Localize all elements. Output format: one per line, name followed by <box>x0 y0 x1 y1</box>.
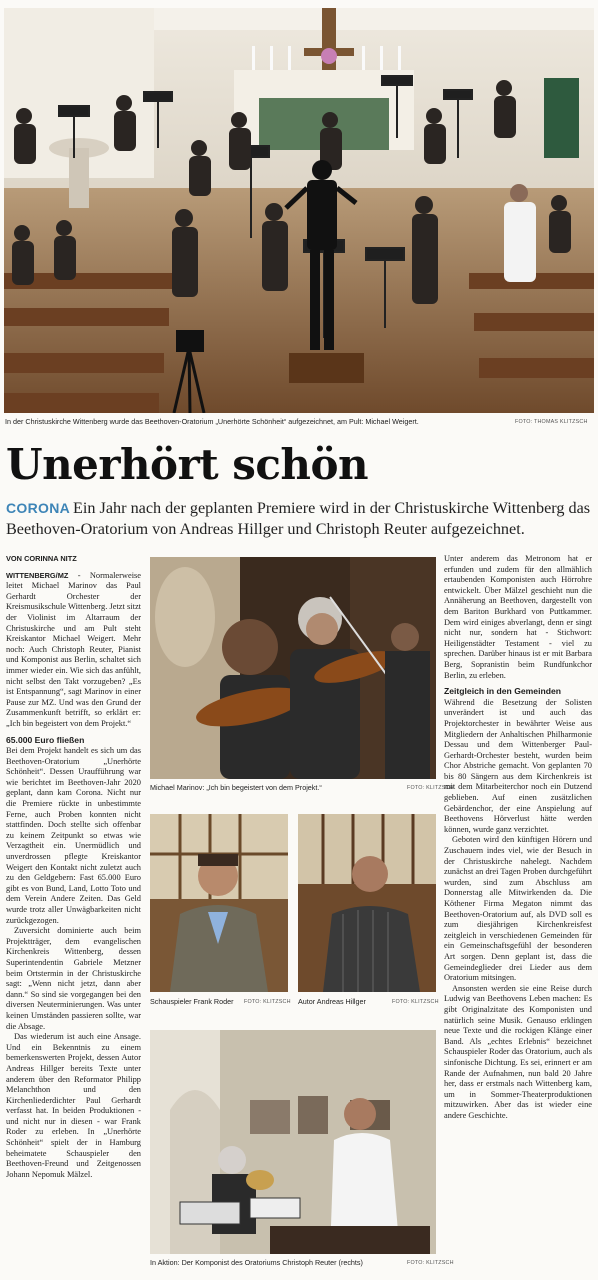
top-photo-caption: In der Christuskirche Wittenberg wurde das Beethoven-Oratorium „Unerhörte Schönheit“ aufgezeichnet, am Pult: Michael Weigert. <box>5 417 419 426</box>
roder-credit: FOTO: KLITZSCH <box>244 999 291 1005</box>
deck <box>6 498 592 540</box>
subhead-2: Zeitgleich in den Gemeinden <box>444 686 561 697</box>
col1b-p2: Zuversicht dominierte auch beim Projektträger, dem evangelischen Kirchenkreis Wittenberg, dessen Superintendentin Gabriele Metzner beim Ortstermin in der Christuskirche sagt: „Wenn nicht jetzt, dann aber dann.“ So sind sie vorgegangen bei den diversen Neuterminierungen. Was unter keinen Umständen passieren sollte, war die Absage. <box>6 926 141 1031</box>
roder-photo <box>150 814 288 992</box>
col3b-p2: Geboten wird den künftigen Hörern und Zuschauern indes viel, wie der Besuch in der Christuskirche nahelegt. Nachdem zunächst an drei Tagen Proben durchgeführt wurden, sind zum Abschluss am Donnerstag alle Mitwirkenden da. Die Köthener Firma Megaton nimmt das Beethoven-Oratorium auf, als DVD soll es zum diesjährigen Kirchenkreisfest zeitgleich in verschiedenen Gemeinden für ein Gemeinschaftsgefühl der besonderen Art sorgen. Denn geplant ist, dass die Gemeindeglieder drei Lieder aus dem Oratorium mitsingen. <box>444 835 592 983</box>
hillger-credit: FOTO: KLITZSCH <box>392 999 439 1005</box>
hillger-caption: Autor Andreas Hillger <box>298 997 366 1006</box>
reuter-caption: In Aktion: Der Komponist des Oratoriums Christoph Reuter (rechts) <box>150 1258 363 1267</box>
col3b-p3: Ansonsten werden sie eine Reise durch Ludwig van Beethovens Leben machen: Es gibt Originalzitate des Komponisten und natürlich seine Musik. Genauso erklingen neue Texte und die rockigen Klänge einer Band. Als „echtes Erlebnis“ bezeichnet Schauspieler Roder das Oratorium, auch als sinfonische Dichtung. Es sei, erinnert er am Rande der Aufnahmen, nun bald 20 Jahre her, dass er erstmals nach Wittenberg kam, um in Sommer-Theaterproduktionen mitzuwirken. Aber das ist wieder eine andere Geschichte. <box>444 983 592 1120</box>
hillger-photo <box>298 814 436 992</box>
reuter-credit: FOTO: KLITZSCH <box>407 1260 454 1266</box>
col1b-p1: Bei dem Projekt handelt es sich um das Beethoven-Oratorium „Unerhörte Schönheit“. Dessen Uraufführung war wie berichtet im Beethoven-Jahr 2020 geplant, dann kam Corona. Nicht nur die Premiere rückte in unbestimmte Ferne, auch Proben konnten nicht stattfinden. Doch stellte sich offenbar zu keinem Zeitpunkt so etwas wie Verzagtheit ein. Unermüdlich und unverdrossen pflegte Kreiskantor Weigert den Kontakt nicht zuletzt auch zu den Geldgebern: Fast 65.000 Euro gibt es von Bund, Land, Lotto Toto und dem Verein Andere Zeiten. Das Geld wurde trotz aller Unwägbarkeiten nicht zurückgezogen. <box>6 746 141 925</box>
col3b-p1: Während die Besetzung der Solisten unverändert ist und auch das Projektorchester in bewährter Weise aus Mitgliedern der Anhaltischen Philharmonie Dessau und dem Wittenberger Paul-Gerhardt-Orchester besteht, wurden beim Chor Abstriche gemacht. Von geplanten 70 bis 80 Sängern aus dem Kirchenkreis ist mit dem Mitarbeiterchor noch ein Dutzend geblieben. Auf einen zusätzlichen Gebärdenchor, der eine Anspielung auf Beethovens Hörverlust hätte werden können, wurde ganz verzichtet. <box>444 697 592 834</box>
marinov-credit: FOTO: KLITZSCH <box>407 785 454 791</box>
orchestra-photo <box>4 8 594 413</box>
article-column-1 <box>6 554 141 1274</box>
byline: VON CORINNA NITZ <box>6 554 77 563</box>
dateline: WITTENBERG/MZ <box>6 570 69 580</box>
roder-caption: Schauspieler Frank Roder <box>150 997 234 1006</box>
article-column-3 <box>444 554 592 1274</box>
col1-p1: - Normalerweise leitet Michael Marinov das Paul Gerhardt Orchester der Kreismusikschule Wittenberg. Jetzt sitzt der Violinist im Altarraum der Christuskirche und am Pult steht Kreiskantor Michael Weigert. Mehr noch: Auch Christoph Reuter, Pianist und Komponist aus Berlin, schaltet sich immer wieder ein. Wie sich das anfühlt, nicht selbst den Takt vorzugeben? „Es ist Entspannung“, sagt Marinov in einer Pause zur MZ. Und was den Grund der Zusammenkunft betrifft, so erklärt er: „Ich bin begeistert von dem Projekt.“ <box>6 570 141 728</box>
deck-kicker: CORONA <box>6 500 71 516</box>
subhead-1: 65.000 Euro fließen <box>6 734 85 745</box>
top-photo-credit: FOTO: THOMAS KLITZSCH <box>515 419 588 425</box>
reuter-photo <box>150 1030 436 1254</box>
deck-text: Ein Jahr nach der geplanten Premiere wird in der Christuskirche Wittenberg das Beethoven-Oratorium von Andreas Hillger und Christoph Reuter aufgezeichnet. <box>6 499 591 538</box>
marinov-photo <box>150 557 436 779</box>
headline: Unerhört schön <box>6 440 369 489</box>
marinov-caption: Michael Marinov: „Ich bin begeistert von dem Projekt.“ <box>150 783 322 792</box>
col1b-p3: Das wiederum ist auch eine Ansage. Und ein Bekenntnis zu einem bemerkenswerten Projekt, dessen Autor Andreas Hillger bereits Texte unter anderem über den Reformator Philipp Melanchthon und den Kirchenliederdichter Paul Gerhardt verfasst hat. In beiden Produktionen - und nicht nur in diesen - war Frank Roder zu erleben. In „Unerhörte Schönheit“ spielt der in Hamburg beheimatete Schauspieler den Beethoven-Freund und Zeitgenossen Johann Nepomuk Mälzel. <box>6 1032 141 1179</box>
col3-p1: Unter anderem das Metronom hat er erfunden und zudem für den allmählich ertaubenden Komponisten auch Hörrohre entwickelt. Über Mälzel geschieht nun die Annäherung an Beethoven, dargestellt von dem Bariton Burkhard von Puttkammer. Dem wird einiges abverlangt, denn er singt nicht nur, sondern hat - Stichwort: Heiligenstädter Testament - viel zu sprechen. Darüber hinaus ist er mit Barbara Berg, Sopranistin beim Rundfunkchor Berlin, zu erleben. <box>444 554 592 680</box>
